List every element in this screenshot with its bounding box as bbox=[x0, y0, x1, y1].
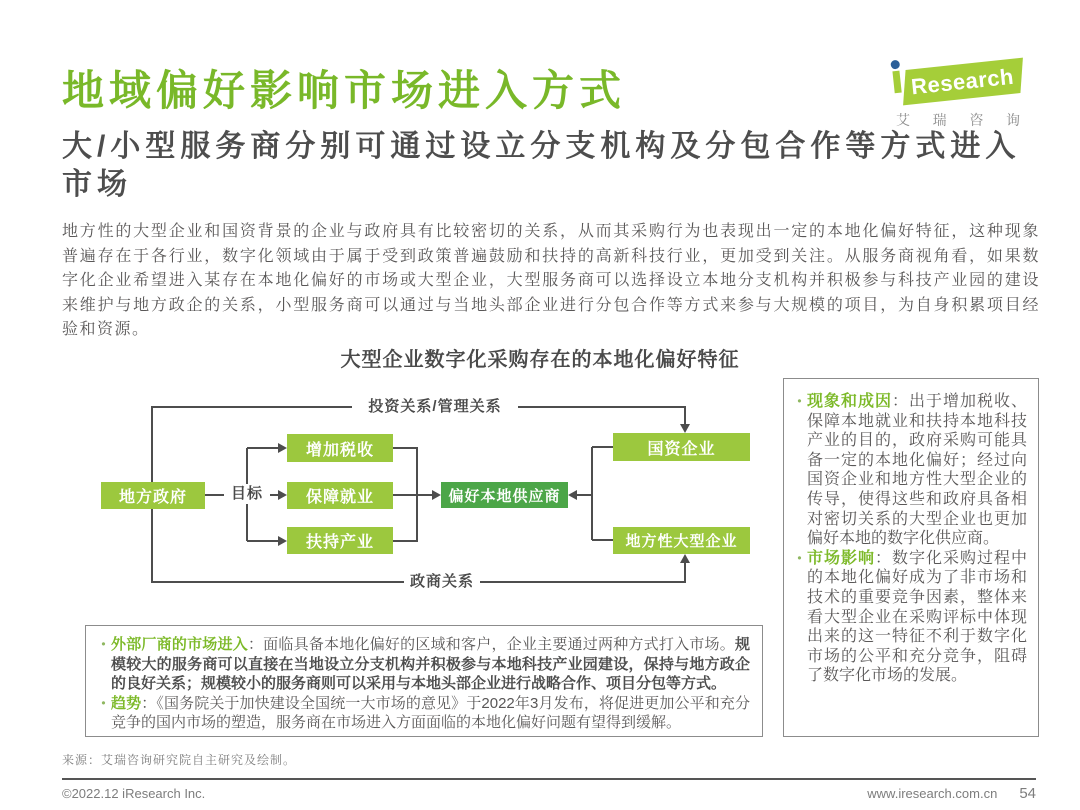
node-prefer-local-supplier: 偏好本地供应商 bbox=[441, 482, 568, 508]
label-gov-business-relation: 政商关系 bbox=[404, 572, 480, 592]
arrow-down-soe bbox=[680, 424, 690, 433]
footer-website: www.iresearch.com.cn bbox=[867, 786, 998, 801]
footer-divider bbox=[62, 778, 1036, 780]
figure-title: 大型企业数字化采购存在的本地化偏好特征 bbox=[340, 349, 740, 371]
page-title: 地域偏好影响市场进入方式 bbox=[62, 67, 627, 114]
logo-i-stem bbox=[892, 71, 901, 94]
bullet-dot-icon: • bbox=[101, 695, 106, 710]
iresearch-logo bbox=[884, 56, 1036, 132]
figure-diagram bbox=[90, 380, 770, 618]
arrow-right-preference bbox=[432, 490, 441, 500]
bullet-body: ：数字化采购过程中的本地化偏好成为了非市场和技术的重要竞争因素，整体来看大型企业在采购评标中体现出来的这一特征不利于数字化市场的公平和充分竞争，阻碍了数字化市场的发展。 bbox=[807, 549, 1027, 685]
logo-caption-char: 瑞 bbox=[932, 112, 947, 128]
logo-i-icon bbox=[890, 60, 902, 94]
bullet-dot-icon: • bbox=[797, 550, 802, 565]
bullet-lead: 现象和成因 bbox=[807, 393, 892, 410]
footer bbox=[62, 785, 1036, 802]
logo-caption-char: 咨 bbox=[969, 112, 984, 128]
bullet-lead: 市场影响 bbox=[807, 549, 875, 567]
bullet-body: ：出于增加税收、保障本地就业和扶持本地科技产业的目的，政府采购可能具备一定的本地化偏好；经过向国资企业和地方性大型企业的传导，使得这些和政府具备相对密切关系的大型企业也更加偏好本地的数字化供应商。 bbox=[807, 393, 1027, 548]
bullet-body-bold: 规模较大的服务商可以直接在当地设立分支机构并积极参与本地科技产业园建设，保持与地方政企的良好关系；规模较小的服务商则可以采用与本地头部企业进行战略合作、项目分包等方式。 bbox=[111, 636, 750, 692]
analysis-panel bbox=[783, 378, 1039, 737]
node-local-government: 地方政府 bbox=[101, 482, 205, 509]
page-number: 54 bbox=[1019, 785, 1036, 802]
notes-bullet-trend bbox=[96, 694, 750, 733]
arrow-up-local-large bbox=[680, 554, 690, 563]
page-subtitle: 大/小型服务商分别可通过设立分支机构及分包合作等方式进入市场 bbox=[62, 130, 1021, 201]
logo-caption bbox=[896, 110, 1020, 130]
analysis-bullet-market-impact bbox=[792, 549, 1027, 686]
goals-merge-bracket bbox=[393, 448, 432, 541]
arrow-right-industry bbox=[278, 536, 287, 546]
label-investment-relation: 投资关系/管理关系 bbox=[352, 397, 518, 417]
bullet-body: ：《国务院关于加快建设全国统一大市场的意见》于2022年3月发布，将促进更加公平和充分竞争的国内市场的塑造，服务商在市场进入方面面临的本地化偏好问题有望得到缓解。 bbox=[111, 694, 750, 731]
logo-brand-text: Research bbox=[910, 63, 1016, 99]
node-state-owned-enterprise: 国资企业 bbox=[613, 433, 750, 461]
arrow-right-tax bbox=[278, 443, 287, 453]
notes-bullet-market-entry bbox=[96, 635, 750, 694]
logo-parallelogram bbox=[903, 58, 1023, 106]
source-note: 来源：艾瑞咨询研究院自主研究及绘制。 bbox=[62, 753, 297, 767]
bullet-lead: 趋势 bbox=[111, 694, 142, 712]
enterprise-bracket bbox=[577, 447, 613, 540]
bullet-body: ：面临具备本地化偏好的区域和客户，企业主要通过两种方式打入市场。 bbox=[247, 636, 735, 653]
arrow-left-preference bbox=[568, 490, 577, 500]
edge-investment-line bbox=[152, 407, 685, 482]
logo-caption-char: 询 bbox=[1005, 112, 1020, 128]
arrow-right-employment bbox=[278, 490, 287, 500]
logo-caption-char: 艾 bbox=[896, 112, 910, 128]
node-local-large-enterprise: 地方性大型企业 bbox=[613, 527, 750, 554]
node-ensure-employment: 保障就业 bbox=[287, 482, 393, 509]
notes-panel bbox=[85, 625, 763, 737]
node-increase-tax: 增加税收 bbox=[287, 434, 393, 462]
logo-i-dot bbox=[890, 60, 900, 70]
bullet-dot-icon: • bbox=[797, 394, 802, 408]
bullet-dot-icon: • bbox=[101, 637, 106, 651]
analysis-bullet-phenomenon bbox=[792, 392, 1027, 549]
node-support-industry: 扶持产业 bbox=[287, 527, 393, 554]
label-goal: 目标 bbox=[224, 484, 270, 504]
footer-copyright: ©2022.12 iResearch Inc. bbox=[62, 786, 206, 801]
intro-paragraph: 地方性的大型企业和国资背景的企业与政府具有比较密切的关系，从而其采购行为也表现出一定的本地化偏好特征，这种现象普遍存在于各行业，数字化领域由于属于受到政策普遍鼓励和扶持的高新科技行业，更加受到关注。从服务商视角看，如果数字化企业希望进入某存在本地化偏好的市场或大型企业，大型服务商可以选择设立本地分支机构并积极参与科技产业园的建设来维护与地方政企的关系，小型服务商可以通过与当地头部企业进行分包合作等方式来参与大规模的项目，为自身积累项目经验和资源。 bbox=[62, 223, 1040, 338]
bullet-lead: 外部厂商的市场进入 bbox=[111, 636, 248, 653]
